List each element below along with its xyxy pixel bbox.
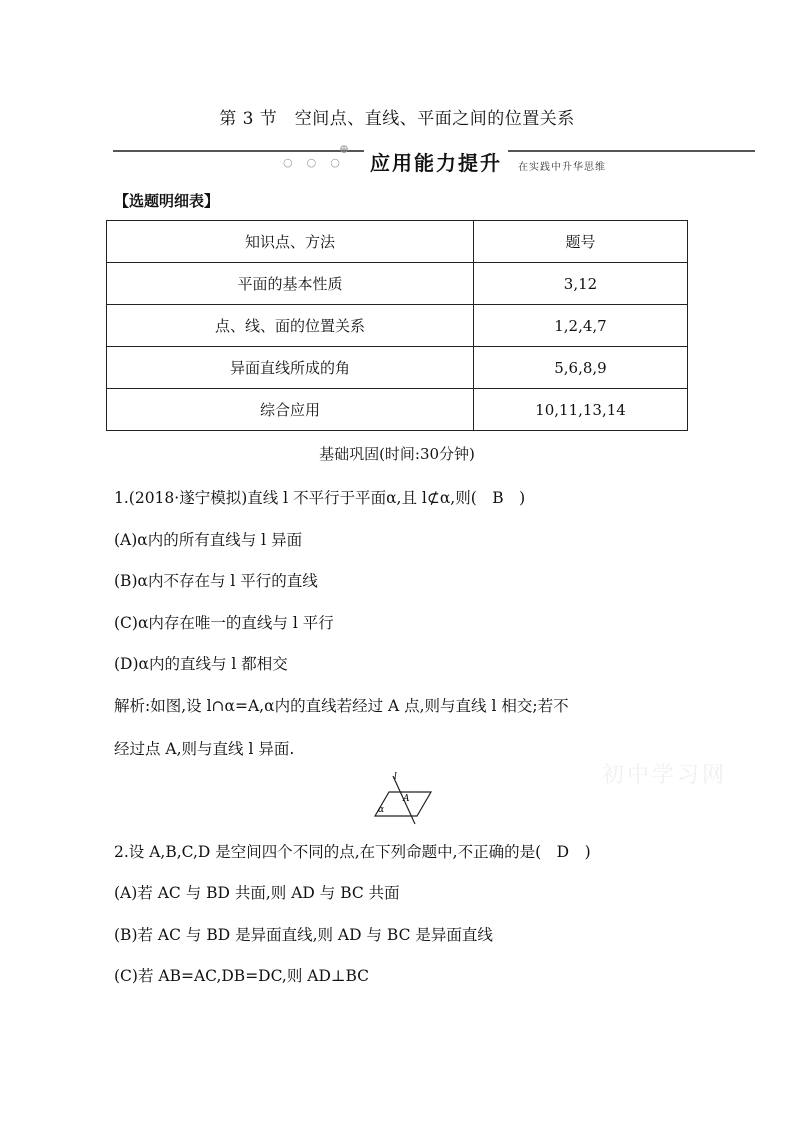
table-cell: 点、线、面的位置关系 [107, 305, 474, 347]
table-row [107, 263, 688, 305]
point-label: A [403, 794, 410, 804]
question-option: (A)若 AC 与 BD 共面,则 AD 与 BC 共面 [114, 884, 400, 902]
banner-heading: 应用能力提升 [364, 147, 508, 176]
table-header-cell: 知识点、方法 [107, 221, 474, 263]
table-cell: 3,12 [474, 263, 688, 305]
table-header-cell: 题号 [474, 221, 688, 263]
watermark: 初中学习网 [602, 763, 728, 788]
question-option: (B)α内不存在与 l 平行的直线 [114, 572, 318, 590]
table-cell: 综合应用 [107, 389, 474, 431]
section-label: 【选题明细表】 [114, 192, 220, 210]
question-option: (A)α内的所有直线与 l 异面 [114, 531, 303, 549]
table-cell: 10,11,13,14 [474, 389, 688, 431]
table-cell: 1,2,4,7 [474, 305, 688, 347]
plane-label: α [378, 805, 385, 815]
banner-plus-icon: ⊕ [339, 142, 350, 156]
analysis-text: 解析:如图,设 l∩α=A,α内的直线若经过 A 点,则与直线 l 相交;若不 [114, 697, 569, 715]
question-option: (C)若 AB=AC,DB=DC,则 AD⊥BC [114, 967, 370, 985]
banner-subheading: 在实践中升华思维 [518, 162, 606, 173]
table-row [107, 347, 688, 389]
table-cell: 异面直线所成的角 [107, 347, 474, 389]
topic-table [106, 220, 688, 431]
sub-heading: 基础巩固(时间:30分钟) [319, 445, 475, 463]
question-stem: 1.(2018·遂宁模拟)直线 l 不平行于平面α,且 l⊄α,则( B ) [114, 489, 526, 507]
question-option: (C)α内存在唯一的直线与 l 平行 [114, 614, 334, 632]
question-stem: 2.设 A,B,C,D 是空间四个不同的点,在下列命题中,不正确的是( D ) [114, 843, 591, 861]
line-label: l [394, 772, 397, 782]
plane-line-diagram [363, 770, 443, 830]
table-row [107, 389, 688, 431]
question-option: (B)若 AC 与 BD 是异面直线,则 AD 与 BC 是异面直线 [114, 926, 493, 944]
table-header-row [107, 221, 688, 263]
page-title: 第 3 节 空间点、直线、平面之间的位置关系 [219, 109, 575, 129]
banner-dots-icon: ○○○ [283, 156, 354, 169]
analysis-text: 经过点 A,则与直线 l 异面. [114, 740, 295, 758]
table-cell: 5,6,8,9 [474, 347, 688, 389]
table-cell: 平面的基本性质 [107, 263, 474, 305]
question-option: (D)α内的直线与 l 都相交 [114, 655, 288, 673]
table-row [107, 305, 688, 347]
